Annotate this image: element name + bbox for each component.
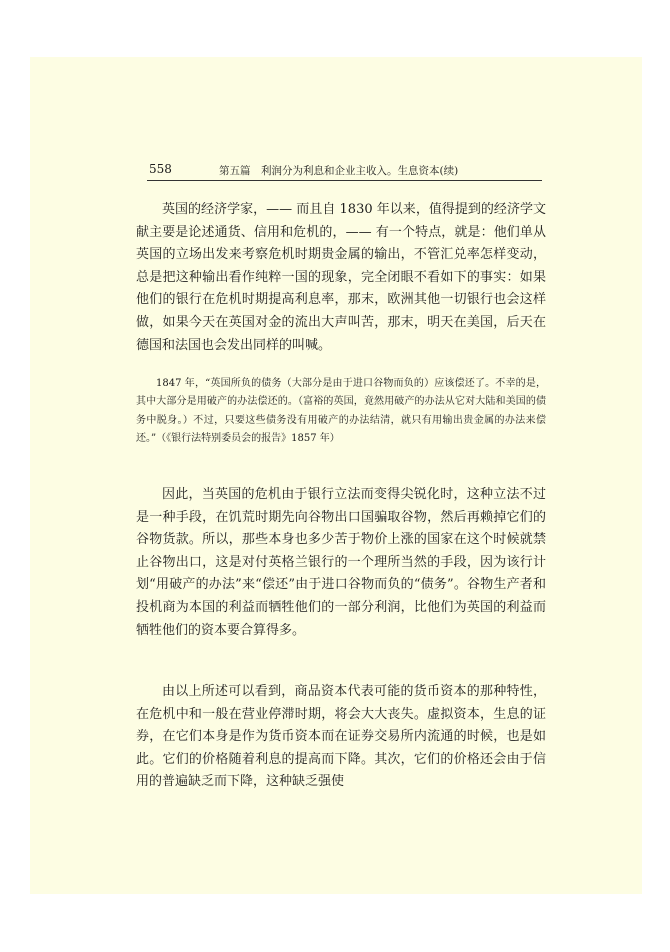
paragraph-3	[136, 681, 546, 794]
running-title: 第五篇 利润分为利息和企业主收入。生息资本(续)	[219, 165, 459, 177]
paragraph-3-text: 由以上所述可以看到，商品资本代表可能的货币资本的那种特性，在危机中和一般在营业停滞时期，将会大大丧失。虚拟资本，生息的证券，在它们本身是作为货币资本而在证券交易所内流通的时候，也是如此。它们的价格随着利息的提高而下降。其次，它们的价格还会由于信用的普遍缺乏而下降，这种缺乏强使	[136, 684, 546, 790]
paragraph-2-text: 因此，当英国的危机由于银行立法而变得尖锐化时，这种立法不过是一种手段，在饥荒时期先向谷物出口国骗取谷物，然后再赖掉它们的谷物货款。所以，那些本身也多少苦于物价上涨的国家在这个时候就禁止谷物出口，这是对付英格兰银行的一个理所当然的手段，因为该行计划“用破产的办法”来“偿还”由于进口谷物而负的“债务”。谷物生产者和投机商为本国的利益而牺牲他们的一部分利润，比他们为英国的利益而牺牲他们的资本要合算得多。	[136, 487, 546, 638]
footnote-text: 1847 年，“英国所负的债务（大部分是由于进口谷物而负的）应该偿还了。不幸的是，其中大部分是用破产的办法偿还的。（富裕的英国，竟然用破产的办法从它对大陆和美国的债务中脱身。）不过，只要这些债务没有用破产的办法结清，就只有用输出贵金属的办法来偿还。”（《银行法特别委员会的报告》1857 年）	[136, 378, 546, 445]
page-number: 558	[149, 162, 172, 176]
paragraph-1	[136, 199, 546, 357]
running-header	[147, 162, 542, 181]
paragraph-2	[136, 484, 546, 642]
paragraph-1-text: 英国的经济学家，—— 而且自 1830 年以来，值得提到的经济学文献主要是论述通货、信用和危机的，—— 有一个特点，就是：他们单从英国的立场出发来考察危机时期贵金属的输出，不管汇兑率怎样变动，总是把这种输出看作纯粹一国的现象，完全闭眼不看如下的事实：如果他们的银行在危机时期提高利息率，那末，欧洲其他一切银行也会这样做，如果今天在英国对金的流出大声叫苦，那末，明天在美国，后天在德国和法国也会发出同样的叫喊。	[136, 202, 546, 353]
footnote-block	[136, 375, 546, 449]
